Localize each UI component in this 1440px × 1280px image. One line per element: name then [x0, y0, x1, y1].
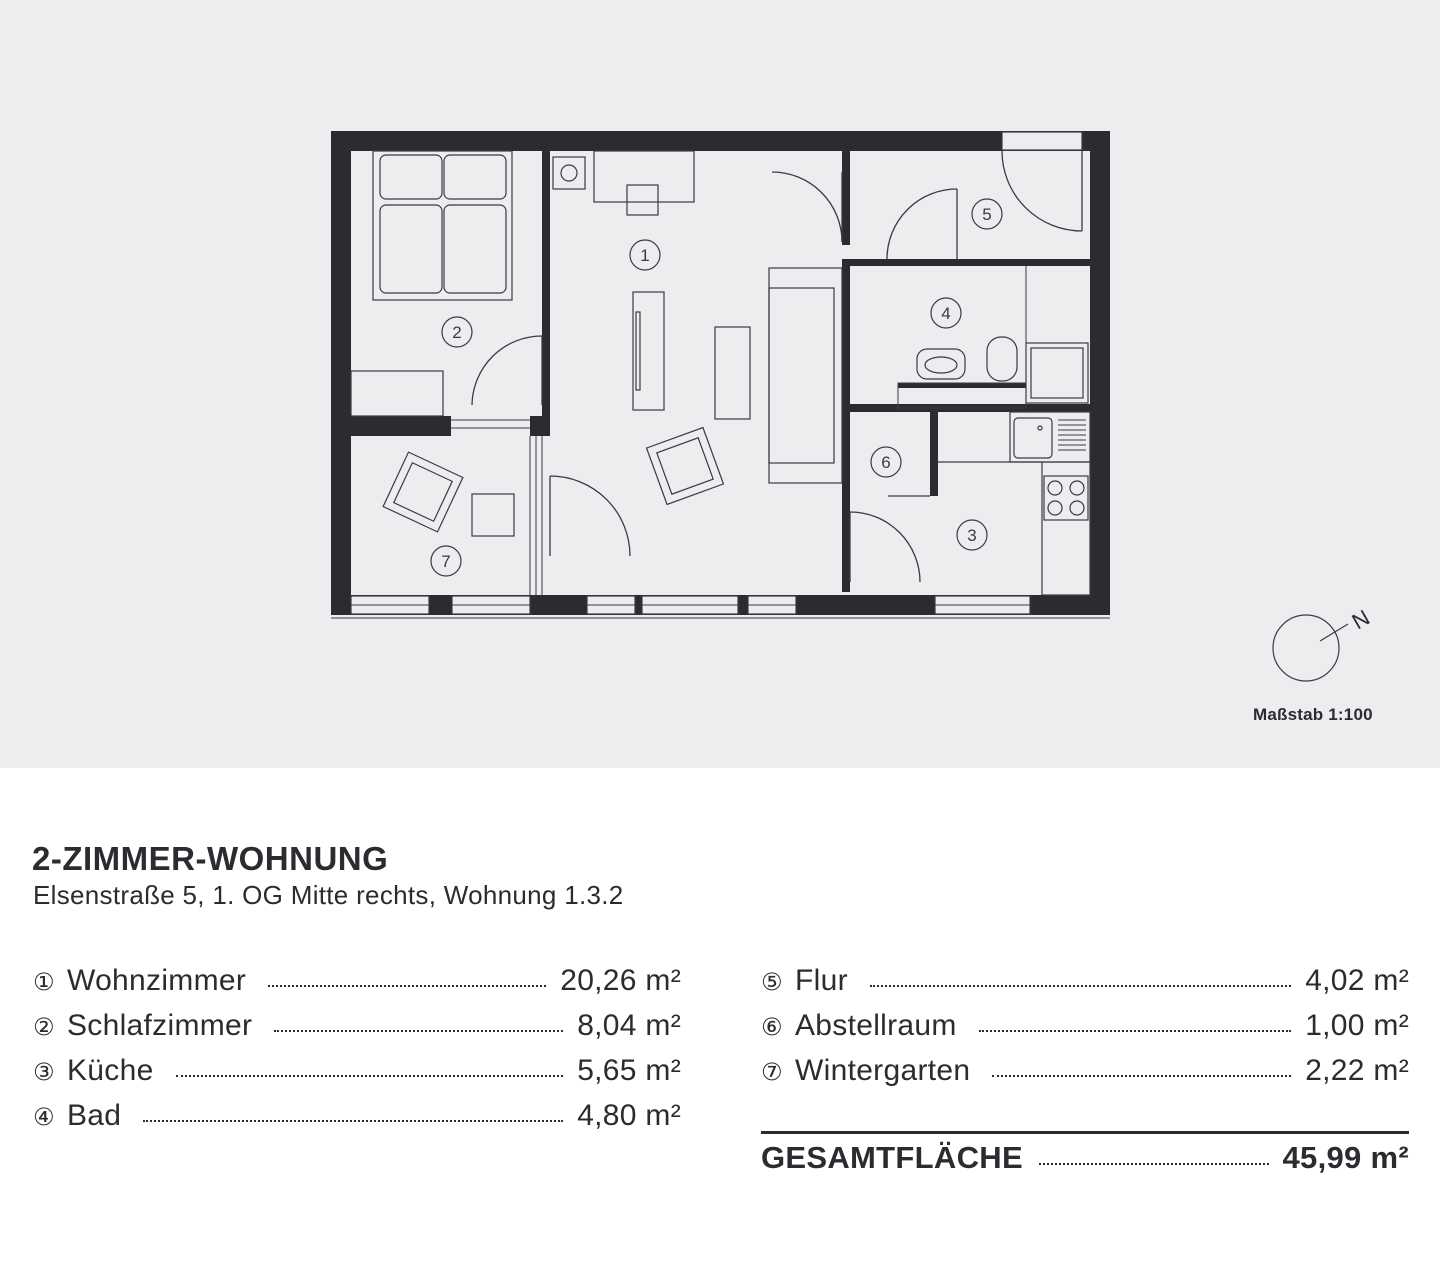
room-area: 4,02 m² — [1305, 964, 1409, 997]
interior-walls — [351, 151, 1090, 592]
room-name: Schlafzimmer — [67, 1009, 253, 1042]
dot-leader — [274, 1030, 563, 1032]
dot-leader — [1039, 1163, 1269, 1165]
room-number: ④ — [33, 1104, 55, 1131]
total-label: GESAMTFLÄCHE — [761, 1140, 1023, 1175]
room-number: ① — [33, 969, 55, 996]
dot-leader — [268, 985, 546, 987]
dot-leader — [143, 1120, 563, 1122]
apartment-title: 2-ZIMMER-WOHNUNG — [32, 840, 389, 877]
room-row — [761, 1009, 1409, 1054]
room-name: Bad — [67, 1099, 122, 1132]
dot-leader — [870, 985, 1291, 987]
room-row — [33, 1099, 681, 1144]
room-row — [33, 964, 681, 1009]
scale-label: Maßstab 1:100 — [1253, 705, 1373, 724]
total-area: 45,99 m² — [1282, 1140, 1409, 1175]
room-marker-label-6: 6 — [881, 453, 891, 472]
room-row — [761, 1054, 1409, 1099]
room-row — [761, 964, 1409, 1009]
room-list-right — [761, 964, 1409, 1099]
outer-walls — [331, 131, 1110, 615]
room-marker-label-4: 4 — [941, 304, 951, 323]
room-marker-label-7: 7 — [441, 552, 451, 571]
dot-leader — [992, 1075, 1291, 1077]
room-row — [33, 1054, 681, 1099]
room-marker-label-1: 1 — [640, 246, 650, 265]
room-list-left — [33, 964, 681, 1144]
room-name: Küche — [67, 1054, 154, 1087]
compass-icon — [1273, 615, 1348, 681]
room-marker-label-2: 2 — [452, 323, 462, 342]
room-number: ③ — [33, 1059, 55, 1086]
furniture — [351, 151, 1090, 595]
room-number: ⑦ — [761, 1059, 783, 1086]
room-name: Abstellraum — [795, 1009, 957, 1042]
room-row — [33, 1009, 681, 1054]
room-name: Flur — [795, 964, 848, 997]
room-area: 1,00 m² — [1305, 1009, 1409, 1042]
dot-leader — [979, 1030, 1291, 1032]
room-number: ② — [33, 1014, 55, 1041]
room-number: ⑤ — [761, 969, 783, 996]
total-row — [761, 1140, 1409, 1180]
room-area: 20,26 m² — [560, 964, 681, 997]
room-area: 4,80 m² — [577, 1099, 681, 1132]
room-name: Wintergarten — [795, 1054, 971, 1087]
apartment-info — [0, 768, 1440, 1280]
total-divider — [761, 1131, 1409, 1134]
room-area: 8,04 m² — [577, 1009, 681, 1042]
room-marker-label-5: 5 — [982, 205, 992, 224]
north-label: N — [1347, 604, 1374, 635]
apartment-address: Elsenstraße 5, 1. OG Mitte rechts, Wohnung 1.3.2 — [33, 880, 624, 910]
room-area: 2,22 m² — [1305, 1054, 1409, 1087]
room-name: Wohnzimmer — [67, 964, 247, 997]
room-area: 5,65 m² — [577, 1054, 681, 1087]
dot-leader — [176, 1075, 564, 1077]
room-number: ⑥ — [761, 1014, 783, 1041]
room-marker-label-3: 3 — [967, 526, 977, 545]
